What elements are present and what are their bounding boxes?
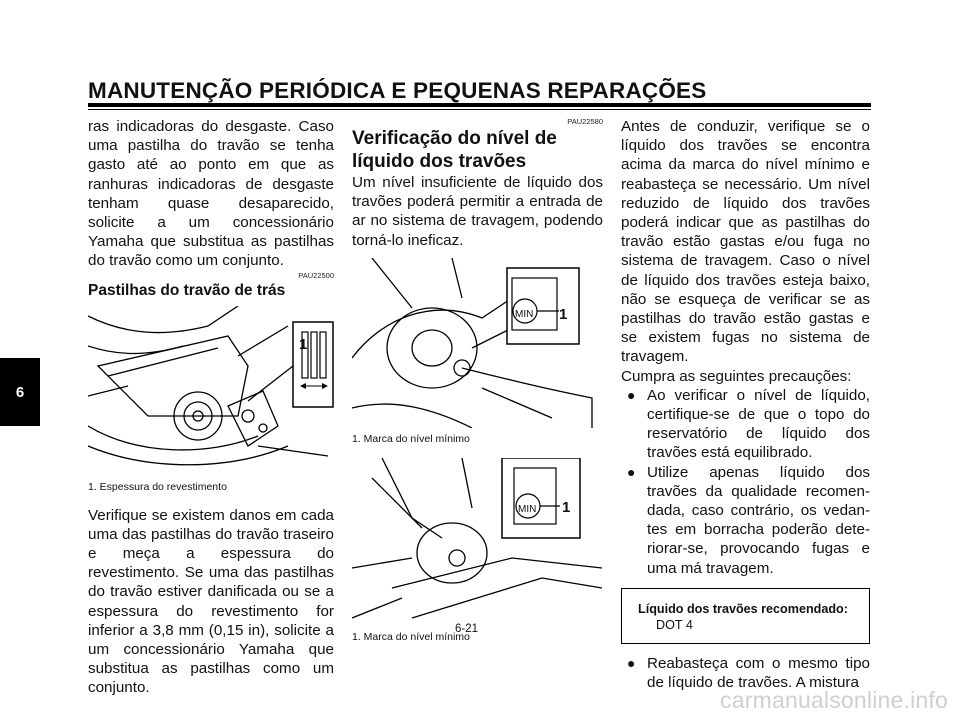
figure-caption: 1. Marca do nível mínimo <box>352 432 470 445</box>
list-item: ● Reabasteça com o mesmo tipo de líquido de travões. A mistura <box>647 654 870 692</box>
recommended-fluid-box <box>621 588 870 644</box>
watermark: carmanualsonline.info <box>720 687 948 713</box>
min-marker: MIN <box>515 308 534 320</box>
front-reservoir-figure <box>352 258 603 428</box>
column-2 <box>352 117 603 644</box>
rear-brake-pad-figure <box>88 306 334 476</box>
intro-paragraph: ras indicadoras do desgaste. Caso uma pastilha do travão se tenha gasto até ao ponto em que as ranhuras indicadoras de desgaste tenham quase desaparecido, solicite a um concessionário Yamaha que substitua as pastilhas do travão como um conjunto. <box>88 118 334 270</box>
header-rule-thin <box>88 109 871 110</box>
page-number: 6-21 <box>455 623 479 635</box>
figure-caption: 1. Marca do nível mínimo <box>352 630 470 643</box>
section-heading-rear-pads: Pastilhas do travão de trás <box>88 281 286 299</box>
column-1 <box>88 117 334 698</box>
section-code: PAU22580 <box>567 117 603 126</box>
list-item: ● Ao verificar o nível de líquido, certifique-se de que o topo do reservatório de líquido dos travões está equilibrado. <box>647 386 870 463</box>
spec-value: DOT 4 <box>656 617 693 632</box>
spec-label: Líquido dos travões recomendado: <box>638 601 848 616</box>
figure-caption: 1. Espessura do revestimento <box>88 480 227 493</box>
section-heading-fluid-level: Verificação do nível de líquido dos travões <box>352 128 557 172</box>
fluid-intro-paragraph: Um nível insuficiente de líquido dos travões poderá permitir a entrada de ar no sistema de travagem, podendo torná-lo ineficaz. <box>352 174 603 249</box>
fluid-check-paragraph: Antes de conduzir, verifique se o líquido dos travões se encontra acima da marca do nível mínimo e reabasteça se necessário. Um nível reduzido de líquido dos travões poderá indicar que as pastilhas do travão estão gastas e/ou fuga no sistema de travagem. Caso o nível de líquido dos travões esteja baixo, não se esqueça de verificar se as pastilhas do travão estão gastas e se existem fugas no sistema de travagem. <box>621 118 870 366</box>
min-marker: MIN <box>518 503 537 515</box>
list-item: ● Utilize apenas líquido dos travões da qualidade recomendada, caso contrário, os vedantes em borracha poderão deteriorar-se, provocando fugas e uma má travagem. <box>647 463 870 578</box>
rear-reservoir-figure <box>352 458 603 626</box>
section-code: PAU22500 <box>298 270 334 280</box>
precautions-list <box>621 386 870 578</box>
chapter-tab: 6 <box>0 358 40 426</box>
column-3 <box>621 117 870 692</box>
figure-label: 1 <box>559 305 568 323</box>
header-rule <box>88 103 871 107</box>
page-header: MANUTENÇÃO PERIÓDICA E PEQUENAS REPARAÇÕES <box>88 78 707 103</box>
figure-label: 1 <box>299 336 308 353</box>
figure-label: 1 <box>562 498 571 516</box>
precautions-intro: Cumpra as seguintes precauções: <box>621 367 852 385</box>
rear-pads-paragraph: Verifique se existem danos em cada uma das pastilhas do travão traseiro e meça a espessura do revestimento. Se uma das pastilhas do travão estiver danificada ou se a espessura do revestimento for inferior a 3,8 mm (0,15 in), solicite a um concessionário Yamaha que substitua as pastilhas como um conjunto. <box>88 506 334 697</box>
